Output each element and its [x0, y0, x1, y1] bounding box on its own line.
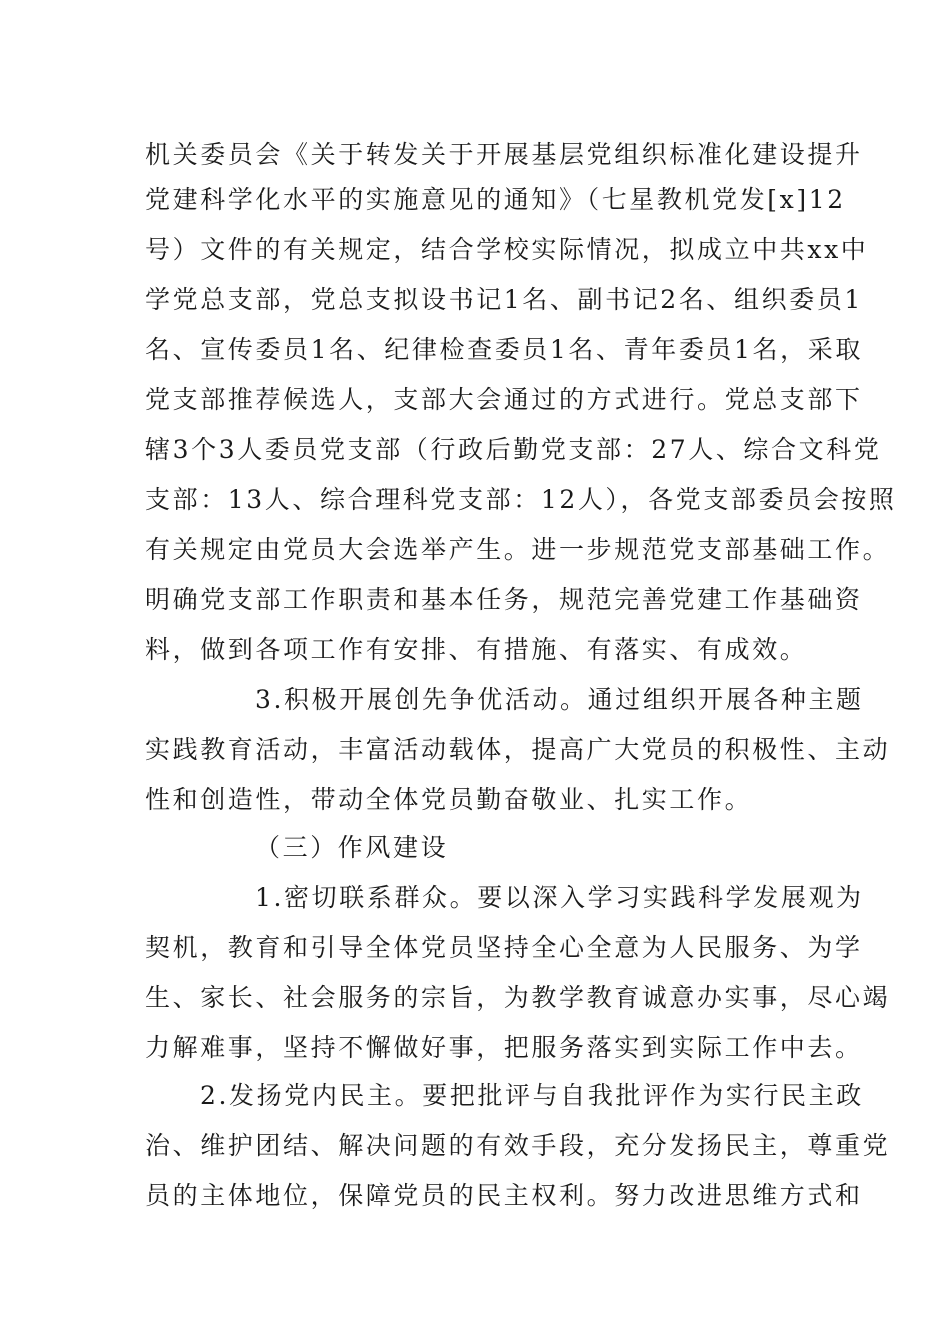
text-line-19: 力解难事，坚持不懈做好事，把服务落实到实际工作中去。: [145, 1033, 863, 1062]
paragraph-heading-3: 3.积极开展创先争优活动。通过组织开展各种主题: [255, 685, 864, 714]
text-line-14: 性和创造性，带动全体党员勤奋敬业、扎实工作。: [145, 785, 753, 814]
text-line-4: 学党总支部，党总支拟设书记1名、副书记2名、组织委员1: [145, 285, 863, 314]
text-line-3: 号）文件的有关规定，结合学校实际情况，拟成立中共xx中: [145, 235, 869, 264]
text-line-11: 料，做到各项工作有安排、有措施、有落实、有成效。: [145, 635, 808, 664]
text-line-9: 有关规定由党员大会选举产生。进一步规范党支部基础工作。: [145, 535, 891, 564]
text-line-7: 辖3个3人委员党支部（行政后勤党支部：27人、综合文科党: [145, 435, 882, 464]
text-line-18: 生、家长、社会服务的宗旨，为教学教育诚意办实事，尽心竭: [145, 983, 891, 1012]
text-line-6: 党支部推荐候选人，支部大会通过的方式进行。党总支部下: [145, 385, 863, 414]
text-line-22: 员的主体地位，保障党员的民主权利。努力改进思维方式和: [145, 1181, 863, 1210]
text-line-10: 明确党支部工作职责和基本任务，规范完善党建工作基础资: [145, 585, 863, 614]
text-line-5: 名、宣传委员1名、纪律检查委员1名、青年委员1名，采取: [145, 335, 863, 364]
text-line-13: 实践教育活动，丰富活动载体，提高广大党员的积极性、主动: [145, 735, 891, 764]
text-line-8: 支部：13人、综合理科党支部：12人），各党支部委员会按照: [145, 485, 897, 514]
text-line-1: 机关委员会《关于转发关于开展基层党组织标准化建设提升: [145, 140, 863, 169]
paragraph-heading-1: 1.密切联系群众。要以深入学习实践科学发展观为: [255, 883, 864, 912]
text-line-21: 治、维护团结、解决问题的有效手段，充分发扬民主，尊重党: [145, 1131, 891, 1160]
text-line-2: 党建科学化水平的实施意见的通知》（七星教机党发[x]12: [145, 185, 846, 214]
text-line-17: 契机，教育和引导全体党员坚持全心全意为人民服务、为学: [145, 933, 863, 962]
paragraph-heading-2: 2.发扬党内民主。要把批评与自我批评作为实行民主政: [200, 1081, 864, 1110]
section-heading: （三）作风建设: [255, 833, 449, 862]
